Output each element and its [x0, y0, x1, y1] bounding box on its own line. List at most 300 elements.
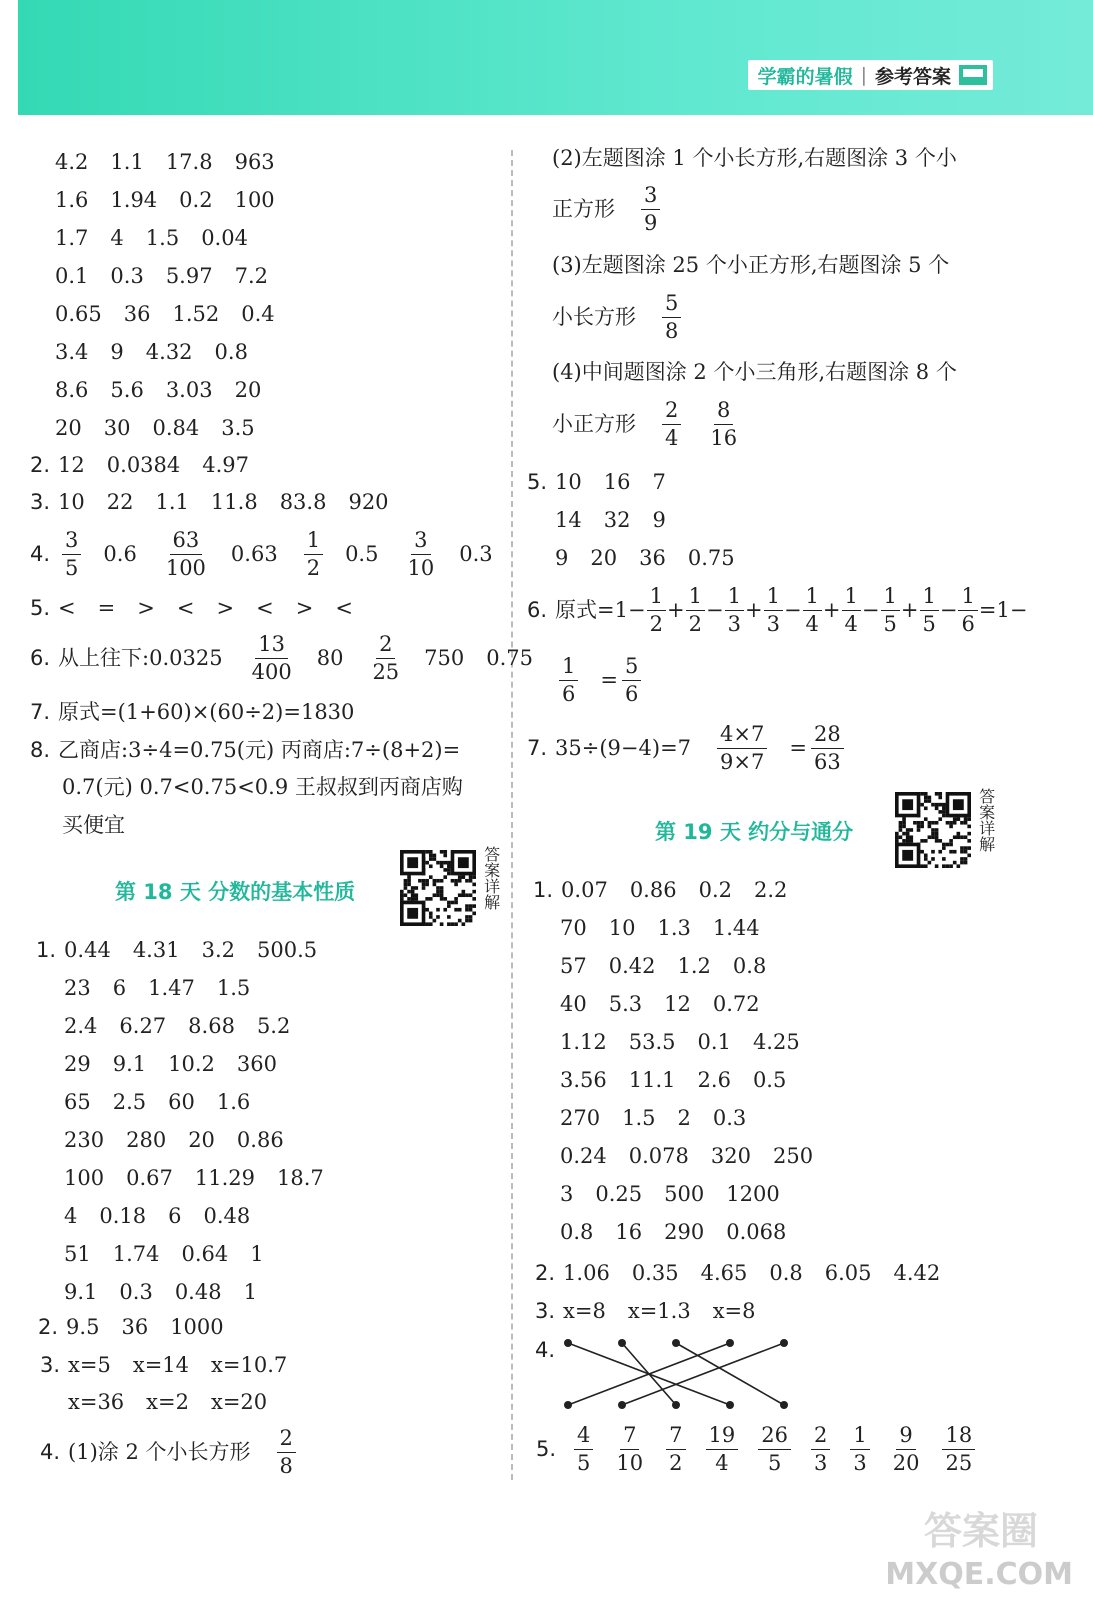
answer-value: 9.5: [66, 1315, 100, 1339]
answer-value: 51: [64, 1242, 91, 1266]
series-title: 学霸的暑假: [757, 65, 853, 88]
fraction-numerator: 1: [559, 656, 578, 681]
answer-value: 40: [560, 992, 587, 1016]
answer-value: 0.48: [174, 1280, 222, 1304]
fraction-numerator: 18: [942, 1425, 975, 1450]
answer-row: [55, 152, 275, 173]
operator: =: [600, 668, 618, 692]
fraction-denominator: 8: [665, 319, 679, 343]
fraction: [811, 1425, 830, 1474]
comparison-symbol: =: [97, 596, 116, 620]
equation-tail: =1−: [978, 598, 1028, 622]
fraction: [613, 1425, 646, 1474]
answer-text: 原式=(1+60)×(60÷2)=1830: [58, 700, 355, 724]
question-number: 4.: [30, 542, 51, 566]
answer-value: 1.47: [148, 976, 195, 1000]
question-number: 4.: [535, 1338, 556, 1362]
answer-row: [64, 1016, 290, 1037]
answer-line: [552, 293, 681, 342]
answer-row: [55, 266, 268, 287]
answer-value: 9: [652, 508, 666, 532]
answer-line: [30, 492, 389, 513]
answer-line: [552, 185, 660, 234]
answer-line: [527, 586, 1027, 635]
answer-value: 0.5: [345, 542, 379, 566]
answer-value: 3.03: [165, 378, 213, 402]
operator: +: [744, 598, 763, 622]
fraction-numerator: 1: [764, 586, 783, 611]
fraction-denominator: 5: [767, 1451, 782, 1475]
answer-value: 20: [55, 416, 82, 440]
answer-value: 3.56: [560, 1068, 607, 1092]
operator: +: [822, 598, 841, 622]
qr-label: 答案详解: [976, 788, 996, 852]
answer-value: 8.68: [188, 1014, 235, 1038]
answer-row: [55, 190, 275, 211]
fraction: [369, 634, 402, 683]
header-separator: |: [860, 64, 867, 86]
answer-value: 30: [103, 416, 131, 440]
answer-value: x=20: [210, 1390, 268, 1414]
fraction-denominator: 400: [251, 660, 292, 684]
answer-value: 6: [168, 1204, 182, 1228]
fraction-numerator: 1: [304, 530, 323, 555]
fraction: [404, 530, 437, 579]
answer-value: 3.2: [201, 938, 235, 962]
fraction-numerator: 3: [62, 530, 81, 555]
answer-value: 12: [58, 453, 85, 477]
answer-value: 320: [710, 1144, 751, 1168]
answer-row: [560, 956, 766, 977]
answer-line: [527, 724, 844, 773]
answer-value: 0.42: [608, 954, 656, 978]
answer-value: 3: [560, 1182, 574, 1206]
answer-value: 1.5: [622, 1106, 656, 1130]
answer-value: 100: [64, 1166, 105, 1190]
answer-value: 0.44: [64, 938, 111, 962]
fraction: [890, 1425, 923, 1474]
answer-value: 963: [234, 150, 275, 174]
answer-value: 4.2: [55, 150, 89, 174]
fraction-denominator: 100: [165, 556, 206, 580]
answer-value: 0.2: [698, 878, 732, 902]
answer-line: [555, 656, 641, 705]
answer-text: 35÷(9−4)=7: [555, 736, 692, 760]
question-number: 8.: [30, 738, 51, 762]
answer-value: 1.2: [677, 954, 711, 978]
fraction-denominator: 20: [892, 1451, 920, 1475]
answer-value: 11.1: [628, 1068, 676, 1092]
fraction: [163, 530, 209, 579]
fraction-denominator: 25: [945, 1451, 973, 1475]
question-number: 2.: [535, 1261, 556, 1285]
answer-value: 11.29: [194, 1166, 255, 1190]
fraction-numerator: 1: [850, 1425, 869, 1450]
fraction-numerator: 1: [958, 586, 977, 611]
fraction-numerator: 2: [376, 634, 395, 659]
fraction: [758, 1425, 791, 1474]
qr-code-icon[interactable]: [895, 792, 971, 868]
answer-line: [30, 598, 353, 619]
answer-value: 1.74: [112, 1242, 160, 1266]
match-dot-top: [726, 1339, 734, 1347]
fraction-denominator: 9: [644, 211, 658, 235]
operator: +: [900, 598, 919, 622]
answer-value: 6.27: [119, 1014, 167, 1038]
question-number: 3.: [535, 1299, 556, 1323]
answer-value: 8.6: [55, 378, 89, 402]
answer-value: 2.6: [697, 1068, 731, 1092]
question-number: 1.: [533, 878, 554, 902]
answer-value: 250: [772, 1144, 814, 1168]
comparison-symbol: <: [335, 596, 353, 620]
fraction-numerator: 7: [666, 1425, 685, 1450]
answer-line: [30, 530, 493, 579]
answer-value: 65: [64, 1090, 91, 1114]
answer-value: 20: [590, 546, 618, 570]
answer-line: [38, 1317, 224, 1338]
answer-row: [55, 342, 248, 363]
match-dot-bottom: [618, 1401, 626, 1409]
match-dot-top: [780, 1339, 788, 1347]
fraction: [811, 724, 844, 773]
fraction-numerator: 63: [170, 530, 203, 555]
question-number: 5.: [536, 1437, 557, 1461]
answer-row: [55, 418, 255, 439]
operator: −: [861, 598, 880, 622]
answer-value: 7.2: [234, 264, 268, 288]
fraction: [559, 656, 578, 705]
answer-value: 0.63: [230, 542, 278, 566]
fraction: [641, 185, 660, 234]
answer-value: 1.7: [55, 226, 89, 250]
answer-value: 100: [234, 188, 275, 212]
matching-diagram: [560, 1335, 800, 1415]
match-dot-top: [618, 1339, 626, 1347]
question-number: 3.: [30, 490, 51, 514]
question-number: 2.: [30, 453, 51, 477]
fraction-denominator: 2: [306, 556, 321, 580]
answer-line: [535, 1263, 940, 1284]
answer-value: 0.068: [726, 1220, 787, 1244]
answer-line: [30, 455, 249, 476]
answer-value: 20: [188, 1128, 215, 1152]
answer-value: 1.12: [560, 1030, 607, 1054]
answer-value: 53.5: [628, 1030, 676, 1054]
answer-value: 1.5: [216, 976, 251, 1000]
fraction-numerator: 1: [803, 586, 822, 611]
fraction-numerator: 28: [811, 724, 844, 749]
fraction: [574, 1425, 593, 1474]
answer-value: 2: [677, 1106, 691, 1130]
answer-value: 0.25: [595, 1182, 643, 1206]
fraction-denominator: 4: [715, 1451, 729, 1475]
answer-value: 5.97: [165, 264, 213, 288]
fraction: [958, 586, 977, 635]
fraction: [881, 586, 900, 635]
answer-value: x=14: [132, 1353, 190, 1377]
answer-value: 0.6: [103, 542, 137, 566]
answer-value: 80: [316, 646, 344, 670]
answer-value: 1.3: [657, 916, 691, 940]
fraction: [803, 586, 822, 635]
fraction-denominator: 3: [727, 612, 741, 636]
fraction-denominator: 6: [961, 612, 975, 636]
fraction: [304, 530, 323, 579]
answer-text: (2)左题图涂 1 个小长方形,右题图涂 3 个小: [552, 146, 957, 170]
answer-line: [62, 815, 125, 836]
answer-value: x=2: [146, 1390, 189, 1414]
answer-value: 0.1: [55, 264, 89, 288]
answer-value: 4.25: [752, 1030, 800, 1054]
answer-value: 0.5: [752, 1068, 787, 1092]
answer-value: 4.42: [893, 1261, 941, 1285]
answer-row: [560, 1032, 800, 1053]
answer-row: [560, 1184, 780, 1205]
answer-value: 10.2: [168, 1052, 215, 1076]
fraction: [942, 1425, 975, 1474]
answer-value: 10: [555, 470, 582, 494]
match-dot-bottom: [780, 1401, 788, 1409]
answer-value: 1200: [726, 1182, 780, 1206]
matching-line: [622, 1343, 784, 1405]
answer-line: [535, 1301, 756, 1322]
fraction-denominator: 3: [853, 1451, 867, 1475]
answer-value: x=36: [68, 1390, 125, 1414]
fraction: [647, 586, 666, 635]
answer-value: 60: [168, 1090, 195, 1114]
fraction-denominator: 5: [883, 612, 897, 636]
answer-line: [552, 400, 740, 449]
answer-line: [552, 255, 949, 276]
answer-line: [535, 1340, 555, 1361]
answer-value: 0.35: [631, 1261, 679, 1285]
answer-value: 16: [615, 1220, 643, 1244]
comparison-symbol: <: [176, 596, 195, 620]
match-dot-top: [672, 1339, 680, 1347]
answer-row: [64, 1092, 250, 1113]
answer-value: 0.64: [181, 1242, 229, 1266]
answer-text: 0.7(元) 0.7<0.75<0.9 王叔叔到丙商店购: [62, 775, 463, 799]
answer-row: [64, 1054, 277, 1075]
fraction-numerator: 5: [622, 656, 641, 681]
operator: +: [666, 598, 685, 622]
answer-value: 0.48: [203, 1204, 251, 1228]
answer-text: 正方形: [552, 197, 615, 221]
answer-line: [40, 1355, 287, 1376]
answer-value: 1.52: [172, 302, 220, 326]
fraction-numerator: 26: [758, 1425, 791, 1450]
answer-value: 14: [555, 508, 582, 532]
fraction-numerator: 3: [411, 530, 430, 555]
answer-value: 4: [110, 226, 124, 250]
answer-line: [68, 1392, 267, 1413]
equation-prefix: 原式=1−: [555, 598, 646, 622]
answer-line: [552, 148, 957, 169]
fraction-denominator: 16: [710, 426, 738, 450]
answer-value: 290: [664, 1220, 705, 1244]
question-number: 2.: [38, 1315, 59, 1339]
answer-value: x=10.7: [211, 1353, 288, 1377]
question-number: 4.: [40, 1440, 61, 1464]
fraction-numerator: 1: [881, 586, 900, 611]
answer-line: [30, 634, 533, 683]
answer-line: [536, 1425, 985, 1474]
fraction: [662, 400, 681, 449]
answer-row: [64, 1244, 264, 1265]
question-number: 5.: [527, 470, 548, 494]
answer-line: [30, 740, 460, 761]
fraction-denominator: 4: [844, 612, 858, 636]
fraction-numerator: 13: [255, 634, 288, 659]
fraction: [662, 293, 681, 342]
question-number: 7.: [527, 736, 548, 760]
answer-row: [64, 1130, 284, 1151]
answer-value: 920: [348, 490, 389, 514]
answer-value: 36: [639, 546, 666, 570]
fraction: [706, 1425, 739, 1474]
fraction: [249, 634, 295, 683]
answer-value: 0.04: [201, 226, 248, 250]
qr-label: 答案详解: [481, 846, 501, 910]
fraction-denominator: 4: [805, 612, 819, 636]
answer-value: 6.05: [824, 1261, 872, 1285]
answer-value: 70: [560, 916, 587, 940]
fraction-denominator: 3: [766, 612, 780, 636]
answer-value: 1.44: [712, 916, 760, 940]
fraction-denominator: 5: [65, 556, 79, 580]
answer-value: 270: [560, 1106, 601, 1130]
fraction-denominator: 4: [665, 426, 679, 450]
answer-value: 1000: [170, 1315, 224, 1339]
fraction: [717, 724, 767, 773]
answer-value: 1.5: [145, 226, 180, 250]
fraction-numerator: 1: [686, 586, 705, 611]
fraction: [920, 586, 939, 635]
answer-value: 4.31: [132, 938, 180, 962]
answer-value: 2.5: [112, 1090, 147, 1114]
answer-value: x=8: [712, 1299, 756, 1323]
fraction-numerator: 3: [641, 185, 660, 210]
answer-value: 9.1: [112, 1052, 147, 1076]
answer-value: 3.5: [221, 416, 255, 440]
answer-value: 500: [664, 1182, 705, 1206]
answer-value: 280: [126, 1128, 167, 1152]
answer-value: 10: [58, 490, 85, 514]
answer-value: 0.2: [179, 188, 213, 212]
answer-row: [64, 1206, 250, 1227]
fraction-denominator: 2: [669, 1451, 683, 1475]
answer-value: 6: [112, 976, 127, 1000]
answer-value: 1: [243, 1280, 257, 1304]
fraction-numerator: 19: [706, 1425, 739, 1450]
operator: −: [783, 598, 802, 622]
answer-value: 1.6: [216, 1090, 251, 1114]
answer-row: [64, 1168, 324, 1189]
answer-value: 0.75: [687, 546, 735, 570]
answer-value: 360: [236, 1052, 277, 1076]
answer-value: 1.1: [155, 490, 189, 514]
answer-text: 小正方形: [552, 412, 636, 436]
operator: −: [705, 598, 724, 622]
section-title: 参考答案: [874, 65, 951, 88]
fraction: [666, 1425, 685, 1474]
answer-value: 17.8: [165, 150, 213, 174]
fraction-denominator: 5: [577, 1451, 591, 1475]
answer-value: 0.8: [214, 340, 248, 364]
answer-value: 0.8: [560, 1220, 594, 1244]
fraction-denominator: 2: [688, 612, 702, 636]
fraction-denominator: 5: [922, 612, 936, 636]
answer-value: 0.1: [697, 1030, 731, 1054]
fraction-numerator: 1: [725, 586, 744, 611]
answer-value: 0.3: [712, 1106, 747, 1130]
answer-value: x=8: [563, 1299, 606, 1323]
question-number: 6.: [527, 598, 548, 622]
answer-row: [555, 548, 735, 569]
section-title-day19: 第 19 天 约分与通分: [655, 820, 854, 844]
answer-value: 2.4: [64, 1014, 98, 1038]
answer-line: [62, 777, 463, 798]
answer-value: 5.3: [608, 992, 643, 1016]
answer-value: 57: [560, 954, 587, 978]
qr-code-icon[interactable]: [400, 850, 476, 926]
match-dot-bottom: [672, 1401, 680, 1409]
answer-line: [552, 362, 957, 383]
answer-value: 1.06: [563, 1261, 610, 1285]
fraction-numerator: 9: [896, 1425, 915, 1450]
answer-value: 0.18: [99, 1204, 147, 1228]
fraction: [686, 586, 705, 635]
match-dot-top: [564, 1339, 572, 1347]
answer-row: [560, 918, 760, 939]
answer-value: 5.6: [110, 378, 144, 402]
answer-value: 0.86: [629, 878, 677, 902]
answer-value: 0.8: [769, 1261, 803, 1285]
matching-line: [676, 1343, 784, 1405]
fraction: [850, 1425, 869, 1474]
answer-value: 0.65: [55, 302, 102, 326]
fraction: [725, 586, 744, 635]
fraction: [764, 586, 783, 635]
fraction: [62, 530, 81, 579]
fraction-numerator: 7: [620, 1425, 639, 1450]
answer-row: [64, 1282, 257, 1303]
fraction-numerator: 4×7: [717, 724, 767, 749]
answer-value: 0.3: [110, 264, 144, 288]
fraction: [622, 656, 641, 705]
answer-value: 20: [234, 378, 262, 402]
answer-value: 4: [64, 1204, 78, 1228]
answer-value: 12: [664, 992, 691, 1016]
answer-value: 500.5: [256, 938, 318, 962]
answer-value: 0.86: [236, 1128, 284, 1152]
answer-row: [55, 304, 275, 325]
answer-value: 4.65: [700, 1261, 748, 1285]
header-tag: [748, 60, 993, 90]
answer-value: 5.2: [256, 1014, 291, 1038]
match-dot-bottom: [564, 1401, 572, 1409]
fraction-denominator: 2: [649, 612, 663, 636]
fraction-denominator: 9×7: [720, 750, 765, 774]
watermark-logo: 答案圈: [923, 1508, 1038, 1553]
fraction-numerator: 5: [662, 293, 681, 318]
answer-text: (1)涂 2 个小长方形: [68, 1440, 251, 1464]
answer-line: [527, 472, 666, 493]
fraction-numerator: 1: [920, 586, 939, 611]
fraction-numerator: 2: [277, 1428, 296, 1453]
answer-value: 0.75: [486, 646, 534, 670]
